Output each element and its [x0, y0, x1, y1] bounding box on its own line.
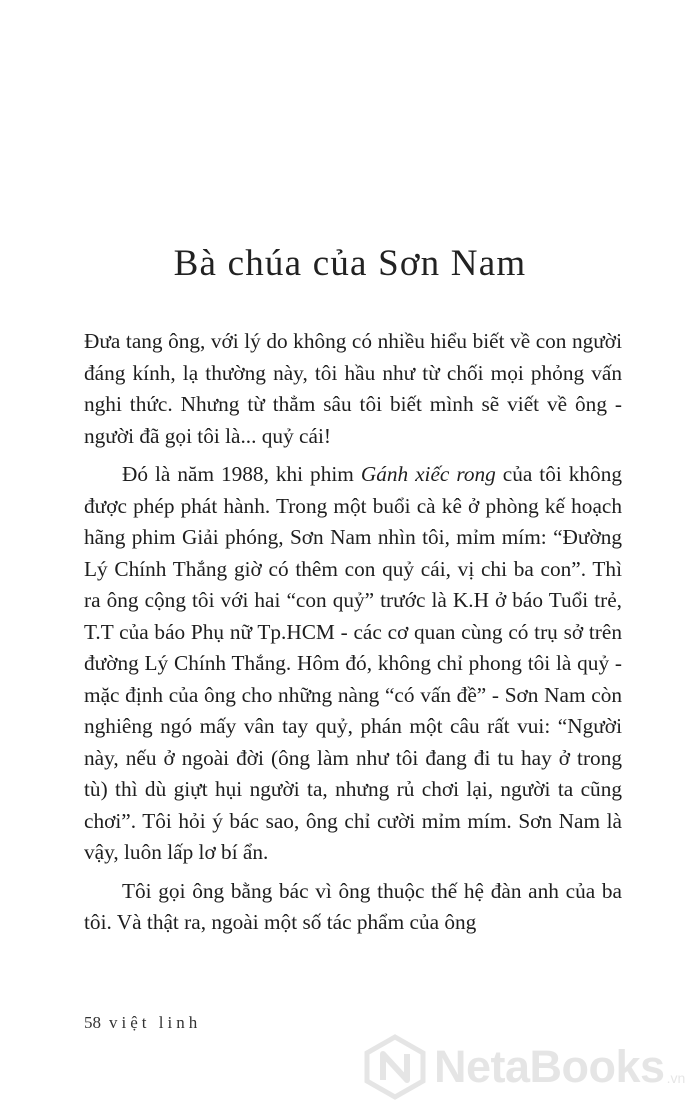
paragraph-3: Tôi gọi ông bằng bác vì ông thuộc thế hệ đàn anh của ba tôi. Và thật ra, ngoài một số tác phẩm của ông	[84, 878, 622, 934]
page-footer	[84, 1013, 201, 1033]
netabooks-watermark	[362, 1028, 694, 1106]
paragraph-2	[84, 459, 622, 869]
paragraph-2-text-start: Đó là năm 1988, khi phim	[122, 462, 361, 486]
paragraph-1: Đưa tang ông, với lý do không có nhiều hiểu biết về con người đáng kính, lạ thường này, tôi hầu như từ chối mọi phỏng vấn nghi thức. Nhưng từ thẳm sâu tôi biết mình sẽ viết về ông - người đã gọi tôi là... quỷ cái!	[84, 329, 622, 448]
chapter-title: Bà chúa của Sơn Nam	[173, 243, 527, 284]
film-title-italic: Gánh xiếc rong	[360, 462, 496, 486]
page-number: 58	[84, 1013, 101, 1032]
watermark-brand: NetaBooks	[434, 1041, 665, 1092]
chapter-body	[84, 326, 622, 939]
running-author: việt linh	[109, 1013, 202, 1032]
watermark-suffix: .vn	[666, 1070, 686, 1086]
netabooks-logo-icon	[362, 1034, 428, 1100]
paragraph-2-text-rest: của tôi không được phép phát hành. Trong một buổi cà kê ở phòng kế hoạch hãng phim Giải phóng, Sơn Nam nhìn tôi, mỉm mím: “Đường Lý Chính Thắng giờ có thêm con quỷ cái, vị chi ba con”. Thì ra ông cộng tôi với hai “con quỷ” trước là K.H ở báo Tuổi trẻ, T.T của báo Phụ nữ Tp.HCM - các cơ quan cùng có trụ sở trên đường Lý Chính Thắng. Hôm đó, không chỉ phong tôi là quỷ - mặc định của ông cho những nàng “có vấn đề” - Sơn Nam còn nghiêng ngó mấy vân tay quỷ, phán một câu rất vui: “Người này, nếu ở ngoài đời (ông làm như tôi đang đi tu hay ở trong tù) thì dù giựt hụi người ta, nhưng rủ chơi lại, người ta cũng chơi”. Tôi hỏi ý bác sao, ông chỉ cười mỉm mím. Sơn Nam là vậy, luôn lấp lơ bí ẩn.	[84, 462, 622, 864]
